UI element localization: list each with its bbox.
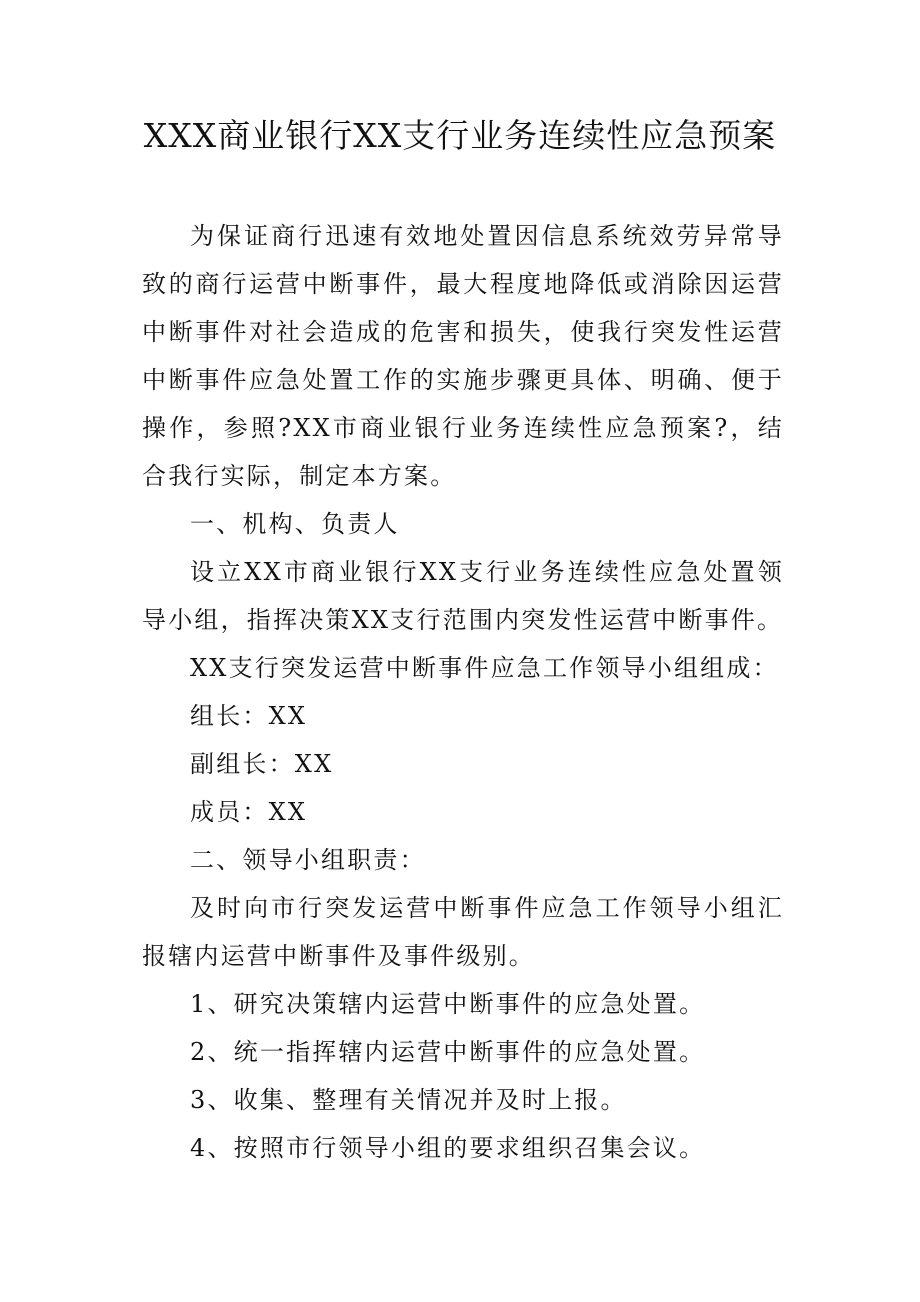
document-body bbox=[142, 212, 784, 1172]
duty-item-1: 1、研究决策辖内运营中断事件的应急处置。 bbox=[190, 990, 706, 1018]
members-line: 成员：XX bbox=[190, 798, 308, 826]
paragraph-report-duty: 及时向市行突发运营中断事件应急工作领导小组汇报辖内运营中断事件及事件级别。 bbox=[142, 894, 784, 970]
section-heading-organization: 一、机构、负责人 bbox=[190, 510, 400, 538]
duty-item-2: 2、统一指挥辖内运营中断事件的应急处置。 bbox=[190, 1038, 706, 1066]
paragraph-intro: 为保证商行迅速有效地处置因信息系统效劳异常导致的商行运营中断事件，最大程度地降低或消除因运营中断事件对社会造成的危害和损失，使我行突发性运营中断事件应急处置工作的实施步骤更具体、明确、便于操作，参照?XX市商业银行业务连续性应急预案?，结合我行实际，制定本方案。 bbox=[142, 222, 784, 490]
section-heading-duties: 二、领导小组职责： bbox=[190, 846, 426, 874]
group-leader-line: 组长：XX bbox=[190, 702, 308, 730]
duty-item-3: 3、收集、整理有关情况并及时上报。 bbox=[190, 1086, 627, 1114]
paragraph-establish-group: 设立XX市商业银行XX支行业务连续性应急处置领导小组，指挥决策XX支行范围内突发性运营中断事件。 bbox=[142, 558, 784, 634]
deputy-leader-line: 副组长：XX bbox=[190, 750, 334, 778]
paragraph-group-composition: XX支行突发运营中断事件应急工作领导小组组成： bbox=[190, 654, 779, 682]
duty-item-4: 4、按照市行领导小组的要求组织召集会议。 bbox=[190, 1134, 706, 1162]
document-title: XXX商业银行XX支行业务连续性应急预案 bbox=[143, 116, 777, 155]
